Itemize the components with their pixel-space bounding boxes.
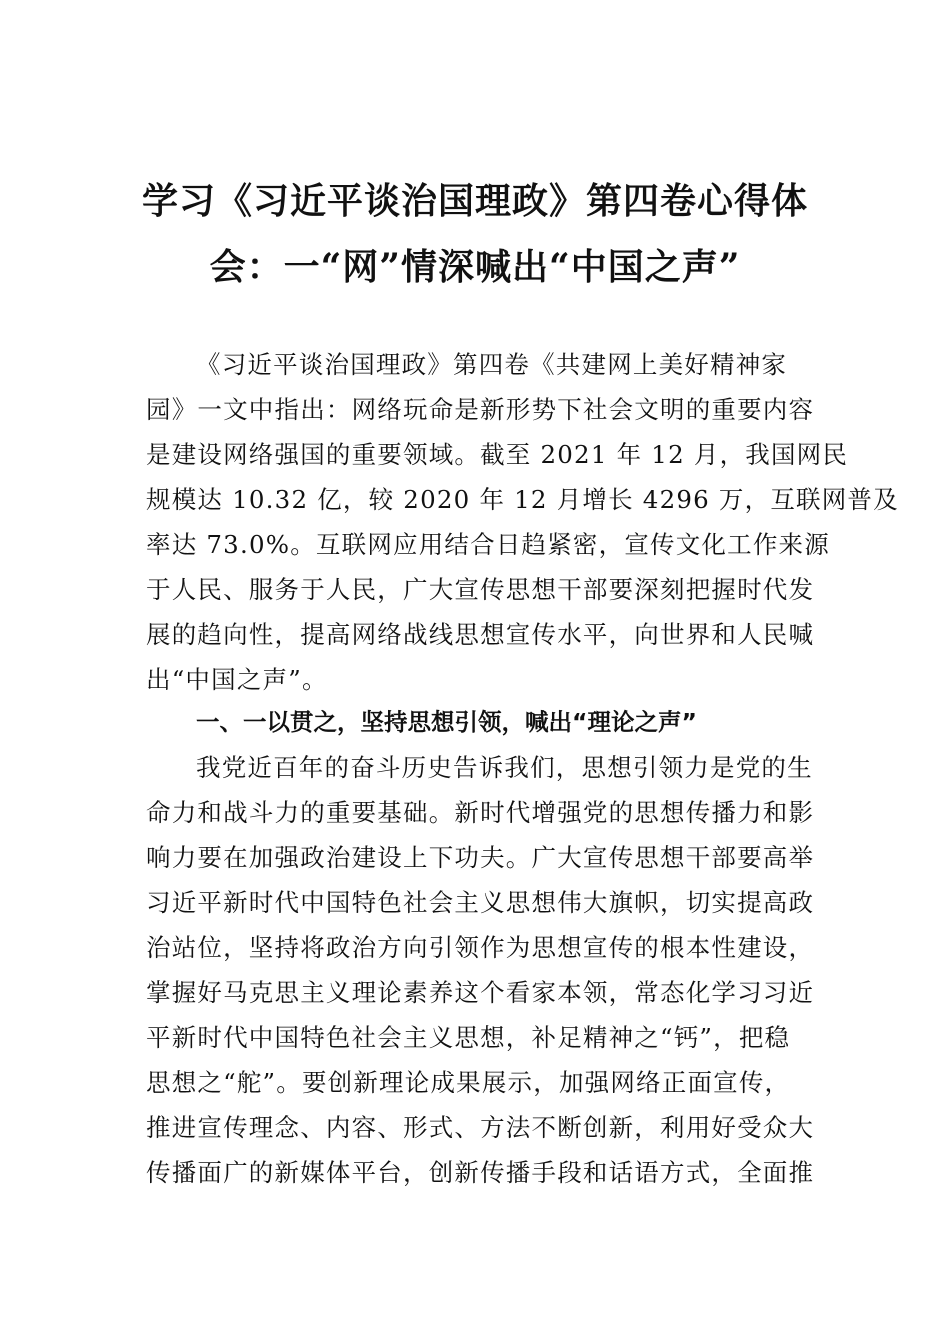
intro-paragraph xyxy=(146,342,899,702)
paragraph-line: 规模达 10.32 亿，较 2020 年 12 月增长 4296 万，互联网普及 xyxy=(146,485,899,514)
paragraph-line: 展的趋向性，提高网络战线思想宣传水平，向世界和人民喊 xyxy=(146,620,815,649)
paragraph-line: 是建设网络强国的重要领域。截至 2021 年 12 月，我国网民 xyxy=(146,440,849,469)
paragraph-line: 响力要在加强政治建设上下功夫。广大宣传思想干部要高举 xyxy=(146,843,815,872)
paragraph-line: 治站位，坚持将政治方向引领作为思想宣传的根本性建设， xyxy=(146,933,815,962)
paragraph-line: 传播面广的新媒体平台，创新传播手段和话语方式，全面推 xyxy=(146,1158,815,1187)
paragraph-line: 掌握好马克思主义理论素养这个看家本领，常态化学习习近 xyxy=(146,978,815,1007)
paragraph-line: 率达 73.0%。互联网应用结合日趋紧密，宣传文化工作来源 xyxy=(146,530,830,559)
document-title xyxy=(140,168,810,300)
section-paragraph xyxy=(146,745,815,1195)
title-line: 学习《习近平谈治国理政》第四卷心得体 xyxy=(141,180,808,222)
paragraph-line: 园》一文中指出：网络玩命是新形势下社会文明的重要内容 xyxy=(146,395,815,424)
paragraph-line: 习近平新时代中国特色社会主义思想伟大旗帜，切实提高政 xyxy=(146,888,815,917)
paragraph-line: 我党近百年的奋斗历史告诉我们，思想引领力是党的生 xyxy=(196,753,813,782)
paragraph-line: 出“中国之声”。 xyxy=(146,665,328,694)
paragraph-line: 思想之“舵”。要创新理论成果展示，加强网络正面宣传， xyxy=(146,1068,791,1097)
paragraph-line: 《习近平谈治国理政》第四卷《共建网上美好精神家 xyxy=(196,350,788,379)
title-line: 会：一“网”情深喊出“中国之声” xyxy=(209,246,741,288)
paragraph-line: 于人民、服务于人民，广大宣传思想干部要深刻把握时代发 xyxy=(146,575,815,604)
paragraph-line: 命力和战斗力的重要基础。新时代增强党的思想传播力和影 xyxy=(146,798,815,827)
paragraph-line: 推进宣传理念、内容、形式、方法不断创新，利用好受众大 xyxy=(146,1113,815,1142)
paragraph-line: 平新时代中国特色社会主义思想，补足精神之“钙”，把稳 xyxy=(146,1023,791,1052)
section-heading: 一、一以贯之，坚持思想引领，喊出“理论之声” xyxy=(196,708,697,736)
